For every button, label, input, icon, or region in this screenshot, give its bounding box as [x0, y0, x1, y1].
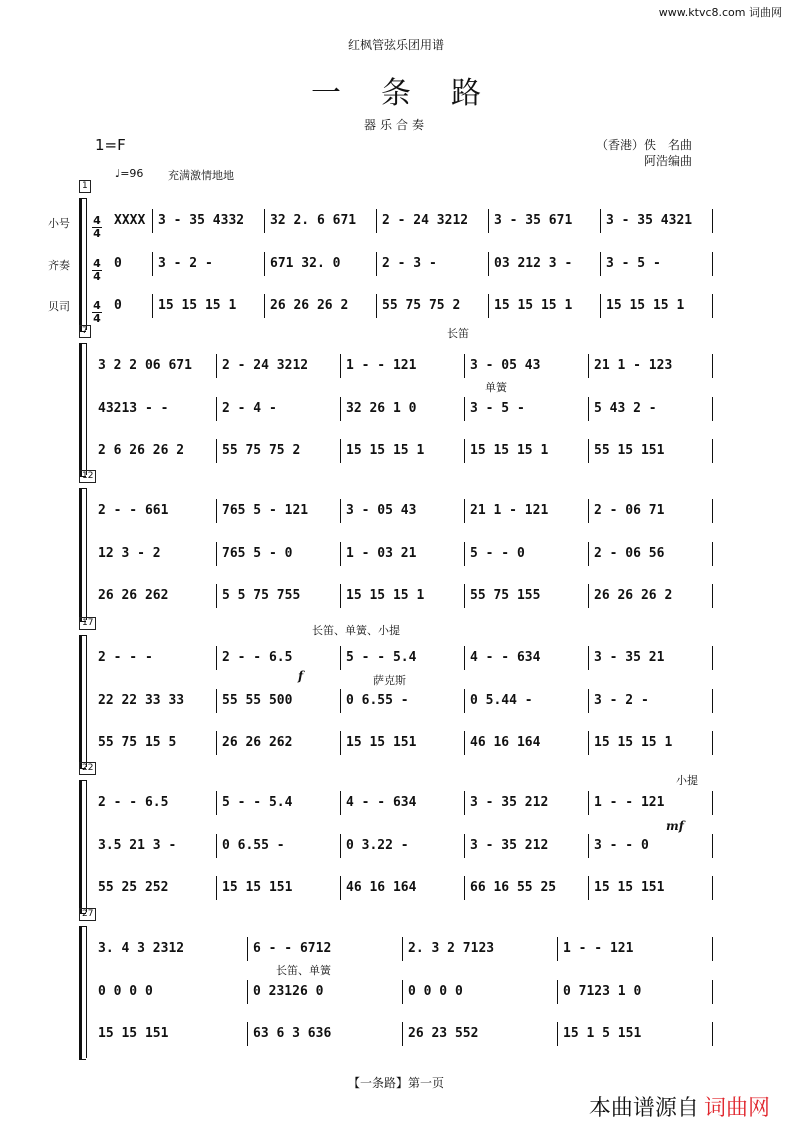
arranger-credit: 阿浩编曲: [643, 154, 692, 168]
system-bracket: [79, 926, 86, 1060]
measure-notes: 26 26 262: [222, 735, 293, 750]
system-bracket-inner: [86, 926, 87, 1058]
barline: [712, 354, 713, 378]
barline: [588, 354, 589, 378]
barline: [402, 1022, 403, 1046]
barline: [464, 354, 465, 378]
barline: [588, 584, 589, 608]
measure-notes: 1 - - 121: [346, 358, 417, 373]
measure-notes: 3 - 2 -: [158, 256, 213, 271]
measure-number: 7: [79, 325, 91, 338]
measure-notes: 15 15 151: [346, 735, 417, 750]
barline: [264, 252, 265, 276]
dynamic-marking: f: [298, 669, 304, 683]
barline: [247, 1022, 248, 1046]
barline: [712, 252, 713, 276]
barline: [588, 689, 589, 713]
barline: [600, 252, 601, 276]
measure-notes: 2 6 26 26 2: [98, 443, 185, 458]
measure-notes: 21 1 - 121: [470, 503, 549, 518]
barline: [712, 834, 713, 858]
barline: [340, 542, 341, 566]
barline: [402, 937, 403, 961]
measure-notes: 55 15 151: [594, 443, 665, 458]
barline: [376, 209, 377, 233]
barline: [488, 252, 489, 276]
system-bracket: [79, 780, 86, 914]
barline: [464, 499, 465, 523]
barline: [588, 646, 589, 670]
measure-notes: 15 15 15 1: [158, 298, 237, 313]
measure-notes: 55 75 155: [470, 588, 541, 603]
barline: [464, 584, 465, 608]
barline: [588, 731, 589, 755]
barline: [152, 252, 153, 276]
barline: [588, 499, 589, 523]
time-signature-bottom: 4: [93, 270, 101, 283]
barline: [340, 834, 341, 858]
measure-notes: 3 - 35 21: [594, 650, 665, 665]
instrument-annotation: 小提: [676, 774, 698, 787]
dynamic-marking: mf: [666, 819, 684, 833]
measure-notes: 1 - - 121: [563, 941, 634, 956]
barline: [464, 834, 465, 858]
barline: [264, 209, 265, 233]
measure-notes: 2 - - 6.5: [98, 795, 169, 810]
measure-notes: 765 5 - 121: [222, 503, 309, 518]
measure-notes: 0: [114, 256, 122, 271]
barline: [216, 584, 217, 608]
measure-number: 17: [79, 617, 96, 630]
measure-notes: 3 - 35 671: [494, 213, 573, 228]
measure-notes: 3 - 35 212: [470, 838, 549, 853]
measure-notes: 26 26 26 2: [594, 588, 673, 603]
measure-notes: 15 15 151: [594, 880, 665, 895]
barline: [340, 439, 341, 463]
measure-notes: 2 - 24 3212: [222, 358, 309, 373]
barline: [712, 542, 713, 566]
measure-notes: 15 15 151: [222, 880, 293, 895]
barline: [712, 980, 713, 1004]
measure-notes: 2 - - 6.5: [222, 650, 293, 665]
barline: [216, 354, 217, 378]
barline: [216, 542, 217, 566]
measure-number: 27: [79, 908, 96, 921]
barline: [712, 397, 713, 421]
barline: [340, 731, 341, 755]
barline: [216, 499, 217, 523]
instrument-annotation: 单簧: [485, 381, 507, 394]
tempo-marking: ♩=96: [115, 167, 144, 180]
expression-marking: 充满激情地地: [168, 169, 234, 182]
measure-notes: 26 23 552: [408, 1026, 479, 1041]
barline: [216, 791, 217, 815]
system-bracket: [79, 343, 86, 477]
measure-notes: 22 22 33 33: [98, 693, 185, 708]
measure-notes: 0: [114, 298, 122, 313]
time-signature-top: 4: [93, 299, 101, 312]
measure-notes: 15 15 151: [98, 1026, 169, 1041]
barline: [712, 876, 713, 900]
key-signature: 1=F: [95, 136, 126, 154]
measure-notes: 671 32. 0: [270, 256, 341, 271]
barline: [216, 731, 217, 755]
measure-notes: 66 16 55 25: [470, 880, 557, 895]
measure-notes: 2 - 3 -: [382, 256, 437, 271]
barline: [488, 209, 489, 233]
time-signature-top: 4: [93, 214, 101, 227]
measure-notes: 4 - - 634: [346, 795, 417, 810]
measure-notes: 1 - 03 21: [346, 546, 417, 561]
measure-notes: 15 1 5 151: [563, 1026, 642, 1041]
barline: [588, 834, 589, 858]
measure-notes: 55 75 75 2: [382, 298, 461, 313]
measure-notes: 46 16 164: [470, 735, 541, 750]
barline: [712, 937, 713, 961]
barline: [464, 791, 465, 815]
measure-notes: 46 16 164: [346, 880, 417, 895]
system-bracket-inner: [86, 780, 87, 912]
measure-notes: 0 23126 0: [253, 984, 324, 999]
measure-notes: XXXX: [114, 213, 146, 228]
measure-notes: 5 - - 5.4: [346, 650, 417, 665]
measure-notes: 765 5 - 0: [222, 546, 293, 561]
measure-notes: 15 15 15 1: [470, 443, 549, 458]
barline: [216, 646, 217, 670]
measure-notes: 2. 3 2 7123: [408, 941, 495, 956]
measure-number: 12: [79, 470, 96, 483]
barline: [600, 209, 601, 233]
page-title: 一条路: [311, 76, 521, 111]
barline: [588, 439, 589, 463]
time-signature: [92, 258, 102, 283]
instrument-annotation: 长笛、单簧、小提: [312, 624, 400, 637]
measure-notes: 0 6.55 -: [222, 838, 285, 853]
barline: [340, 397, 341, 421]
page-footer: 【一条路】第一页: [347, 1076, 444, 1090]
source-text: 本曲谱源自: [588, 1096, 699, 1121]
barline: [216, 439, 217, 463]
system-bracket-inner: [86, 343, 87, 475]
barline: [340, 499, 341, 523]
barline: [340, 646, 341, 670]
barline: [247, 937, 248, 961]
barline: [464, 876, 465, 900]
time-signature: [92, 300, 102, 325]
measure-notes: 15 15 15 1: [346, 443, 425, 458]
barline: [216, 834, 217, 858]
barline: [402, 980, 403, 1004]
measure-notes: 2 - 4 -: [222, 401, 277, 416]
measure-notes: 55 25 252: [98, 880, 169, 895]
barline: [712, 689, 713, 713]
measure-notes: 3 - 05 43: [346, 503, 417, 518]
barline: [712, 209, 713, 233]
measure-notes: 2 - 06 56: [594, 546, 665, 561]
measure-notes: 3 - 5 -: [606, 256, 661, 271]
measure-notes: 21 1 - 123: [594, 358, 673, 373]
measure-notes: 3 - 5 -: [470, 401, 525, 416]
barline: [712, 499, 713, 523]
measure-notes: 15 15 15 1: [494, 298, 573, 313]
measure-number: 22: [79, 762, 96, 775]
barline: [464, 646, 465, 670]
measure-notes: 3 - 35 4321: [606, 213, 693, 228]
barline: [712, 791, 713, 815]
time-signature: [92, 215, 102, 240]
measure-notes: 15 15 15 1: [606, 298, 685, 313]
time-signature-bottom: 4: [93, 227, 101, 240]
barline: [376, 252, 377, 276]
ensemble-label: 红枫管弦乐团用谱: [347, 38, 444, 52]
barline: [600, 294, 601, 318]
barline: [340, 876, 341, 900]
instrument-annotation: 萨克斯: [373, 674, 406, 687]
source-site-link[interactable]: 词曲网: [703, 1096, 770, 1121]
measure-notes: 5 43 2 -: [594, 401, 657, 416]
subtitle: 器乐合奏: [363, 118, 428, 132]
measure-notes: 0 3.22 -: [346, 838, 409, 853]
barline: [340, 791, 341, 815]
barline: [340, 584, 341, 608]
time-signature-bottom: 4: [93, 312, 101, 325]
barline: [464, 439, 465, 463]
measure-notes: 0 7123 1 0: [563, 984, 642, 999]
barline: [247, 980, 248, 1004]
barline: [340, 354, 341, 378]
measure-notes: 2 - - 661: [98, 503, 169, 518]
measure-notes: 55 75 15 5: [98, 735, 177, 750]
instrument-annotation: 长笛: [447, 327, 469, 340]
measure-notes: 5 - - 5.4: [222, 795, 293, 810]
watermark: www.ktvc8.com 词曲网: [658, 6, 782, 19]
measure-notes: 3 2 2 06 671: [98, 358, 192, 373]
instrument-unison: 齐奏: [48, 259, 70, 272]
system-bracket-inner: [86, 198, 87, 330]
measure-notes: 0 6.55 -: [346, 693, 409, 708]
barline: [464, 731, 465, 755]
barline: [464, 542, 465, 566]
barline: [152, 209, 153, 233]
barline: [557, 980, 558, 1004]
barline: [557, 937, 558, 961]
measure-notes: 15 15 15 1: [346, 588, 425, 603]
time-signature-top: 4: [93, 257, 101, 270]
measure-notes: 0 0 0 0: [98, 984, 153, 999]
barline: [376, 294, 377, 318]
barline: [340, 689, 341, 713]
system-bracket: [79, 635, 86, 769]
barline: [712, 439, 713, 463]
barline: [588, 397, 589, 421]
system-bracket: [79, 488, 86, 622]
measure-number: 1: [79, 180, 91, 193]
measure-notes: 3 - - 0: [594, 838, 649, 853]
barline: [557, 1022, 558, 1046]
measure-notes: 2 - 24 3212: [382, 213, 469, 228]
system-bracket: [79, 198, 86, 332]
measure-notes: 4 - - 634: [470, 650, 541, 665]
barline: [588, 542, 589, 566]
instrument-bass: 贝司: [48, 300, 70, 313]
measure-notes: 3.5 21 3 -: [98, 838, 177, 853]
measure-notes: 26 26 26 2: [270, 298, 349, 313]
barline: [712, 646, 713, 670]
barline: [464, 397, 465, 421]
composer-credit: （香港）佚 名曲: [595, 138, 692, 152]
measure-notes: 15 15 15 1: [594, 735, 673, 750]
instrument-annotation: 长笛、单簧: [276, 964, 331, 977]
barline: [712, 584, 713, 608]
barline: [488, 294, 489, 318]
barline: [152, 294, 153, 318]
measure-notes: 5 5 75 755: [222, 588, 301, 603]
measure-notes: 3 - 35 4332: [158, 213, 245, 228]
instrument-trumpet: 小号: [48, 217, 70, 230]
barline: [588, 876, 589, 900]
measure-notes: 3. 4 3 2312: [98, 941, 185, 956]
source-credit: [589, 1091, 770, 1122]
measure-notes: 32 26 1 0: [346, 401, 417, 416]
barline: [216, 876, 217, 900]
system-bracket-inner: [86, 635, 87, 767]
barline: [712, 1022, 713, 1046]
measure-notes: 55 55 500: [222, 693, 293, 708]
measure-notes: 55 75 75 2: [222, 443, 301, 458]
measure-notes: 3 - 05 43: [470, 358, 541, 373]
measure-notes: 43213 - -: [98, 401, 169, 416]
barline: [264, 294, 265, 318]
measure-notes: 2 - 06 71: [594, 503, 665, 518]
measure-notes: 3 - 2 -: [594, 693, 649, 708]
barline: [464, 689, 465, 713]
measure-notes: 03 212 3 -: [494, 256, 573, 271]
barline: [216, 689, 217, 713]
measure-notes: 26 26 262: [98, 588, 169, 603]
barline: [588, 791, 589, 815]
barline: [216, 397, 217, 421]
system-bracket-inner: [86, 488, 87, 620]
measure-notes: 3 - 35 212: [470, 795, 549, 810]
measure-notes: 1 - - 121: [594, 795, 665, 810]
barline: [712, 294, 713, 318]
measure-notes: 0 5.44 -: [470, 693, 533, 708]
measure-notes: 6 - - 6712: [253, 941, 332, 956]
measure-notes: 32 2. 6 671: [270, 213, 357, 228]
measure-notes: 12 3 - 2: [98, 546, 161, 561]
measure-notes: 0 0 0 0: [408, 984, 463, 999]
measure-notes: 2 - - -: [98, 650, 153, 665]
measure-notes: 63 6 3 636: [253, 1026, 332, 1041]
measure-notes: 5 - - 0: [470, 546, 525, 561]
barline: [712, 731, 713, 755]
